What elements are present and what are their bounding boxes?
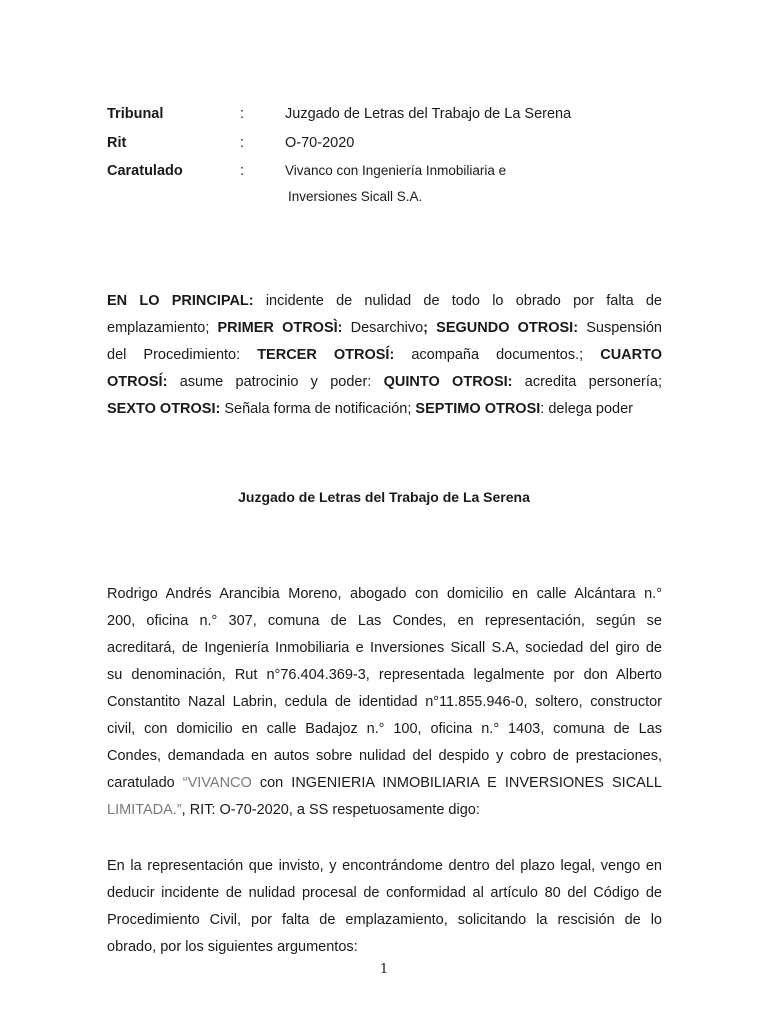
summary-text: asume patrocinio y poder:	[167, 374, 384, 390]
tribunal-value: Juzgado de Letras del Trabajo de La Serena	[285, 106, 572, 122]
body-line: 200, oficina n.° 307, comuna de Las Condes, en representación, según se	[107, 613, 662, 629]
summary-line	[107, 396, 662, 423]
summary-bold: EN LO PRINCIPAL:	[107, 293, 254, 309]
summary-paragraph	[107, 288, 662, 423]
body-text: con INGENIERIA INMOBILIARIA E INVERSIONES SICALL	[251, 775, 662, 791]
body-line: su denominación, Rut n°76.404.369-3, representada legalmente por don Alberto	[107, 667, 662, 683]
summary-text: acredita personería;	[512, 374, 662, 390]
case-name-quote: LIMITADA.”	[107, 802, 182, 818]
caratulado-colon: :	[240, 163, 245, 179]
summary-text: emplazamiento;	[107, 320, 218, 336]
summary-text: : delega poder	[540, 401, 633, 417]
case-name-quote: “VIVANCO	[182, 775, 252, 791]
summary-bold: PRIMER OTROSÌ:	[217, 320, 343, 336]
body-line	[107, 770, 662, 797]
body-line: civil, con domicilio en calle Badajoz n.° 100, oficina n.° 1403, comuna de Las	[107, 721, 662, 737]
summary-text: incidente de nulidad de todo lo obrado por falta de	[253, 293, 662, 309]
caratulado-value-line1: Vivanco con Ingeniería Inmobiliaria e	[285, 163, 507, 178]
rit-label: Rit	[107, 135, 127, 151]
body-line	[107, 797, 662, 824]
caratulado-label: Caratulado	[107, 163, 183, 179]
body-line: Condes, demandada en autos sobre nulidad del despido y cobro de prestaciones,	[107, 748, 662, 764]
body-text: , RIT: O-70-2020, a SS respetuosamente digo:	[181, 802, 480, 818]
summary-text: acompaña documentos.;	[394, 347, 601, 363]
body-text: caratulado	[107, 775, 183, 791]
summary-bold: OTROSÍ:	[107, 374, 168, 390]
body-line: Rodrigo Andrés Arancibia Moreno, abogado con domicilio en calle Alcántara n.°	[107, 586, 662, 602]
body-paragraph-1	[107, 581, 662, 824]
caratulado-value-line2: Inversiones Sicall S.A.	[288, 189, 423, 204]
body-line: obrado, por los siguientes argumentos:	[107, 939, 358, 955]
summary-bold: QUINTO OTROSI:	[383, 374, 513, 390]
summary-bold: CUARTO	[600, 347, 662, 363]
tribunal-colon: :	[240, 106, 245, 122]
rit-value: O-70-2020	[285, 135, 355, 151]
summary-bold: SEXTO OTROSI:	[107, 401, 221, 417]
summary-bold: TERCER OTROSÍ:	[257, 347, 395, 363]
summary-line	[107, 369, 662, 396]
tribunal-label: Tribunal	[107, 106, 164, 122]
body-line: En la representación que invisto, y encontrándome dentro del plazo legal, vengo en	[107, 858, 662, 874]
body-paragraph-2	[107, 853, 662, 961]
summary-line	[107, 342, 662, 369]
summary-line	[107, 315, 662, 342]
summary-text: Suspensión	[578, 320, 662, 336]
summary-bold: SEPTIMO OTROSI	[415, 401, 541, 417]
body-line: Procedimiento Civil, por falta de emplazamiento, solicitando la rescisión de lo	[107, 912, 662, 928]
summary-text: Señala forma de notificación;	[220, 401, 416, 417]
page-number: 1	[379, 962, 389, 977]
body-line: deducir incidente de nulidad procesal de conformidad al artículo 80 del Código de	[107, 885, 662, 901]
summary-text: del Procedimiento:	[107, 347, 258, 363]
summary-bold: ; SEGUNDO OTROSI:	[423, 320, 579, 336]
court-title: Juzgado de Letras del Trabajo de La Serena	[238, 489, 530, 505]
body-line: acreditará, de Ingeniería Inmobiliaria e Inversiones Sicall S.A, sociedad del giro de	[107, 640, 662, 656]
summary-line	[107, 288, 662, 315]
rit-colon: :	[240, 135, 245, 151]
summary-text: Desarchivo	[342, 320, 424, 336]
body-line: Constantito Nazal Labrin, cedula de identidad n°11.855.946-0, soltero, constructor	[107, 694, 662, 710]
